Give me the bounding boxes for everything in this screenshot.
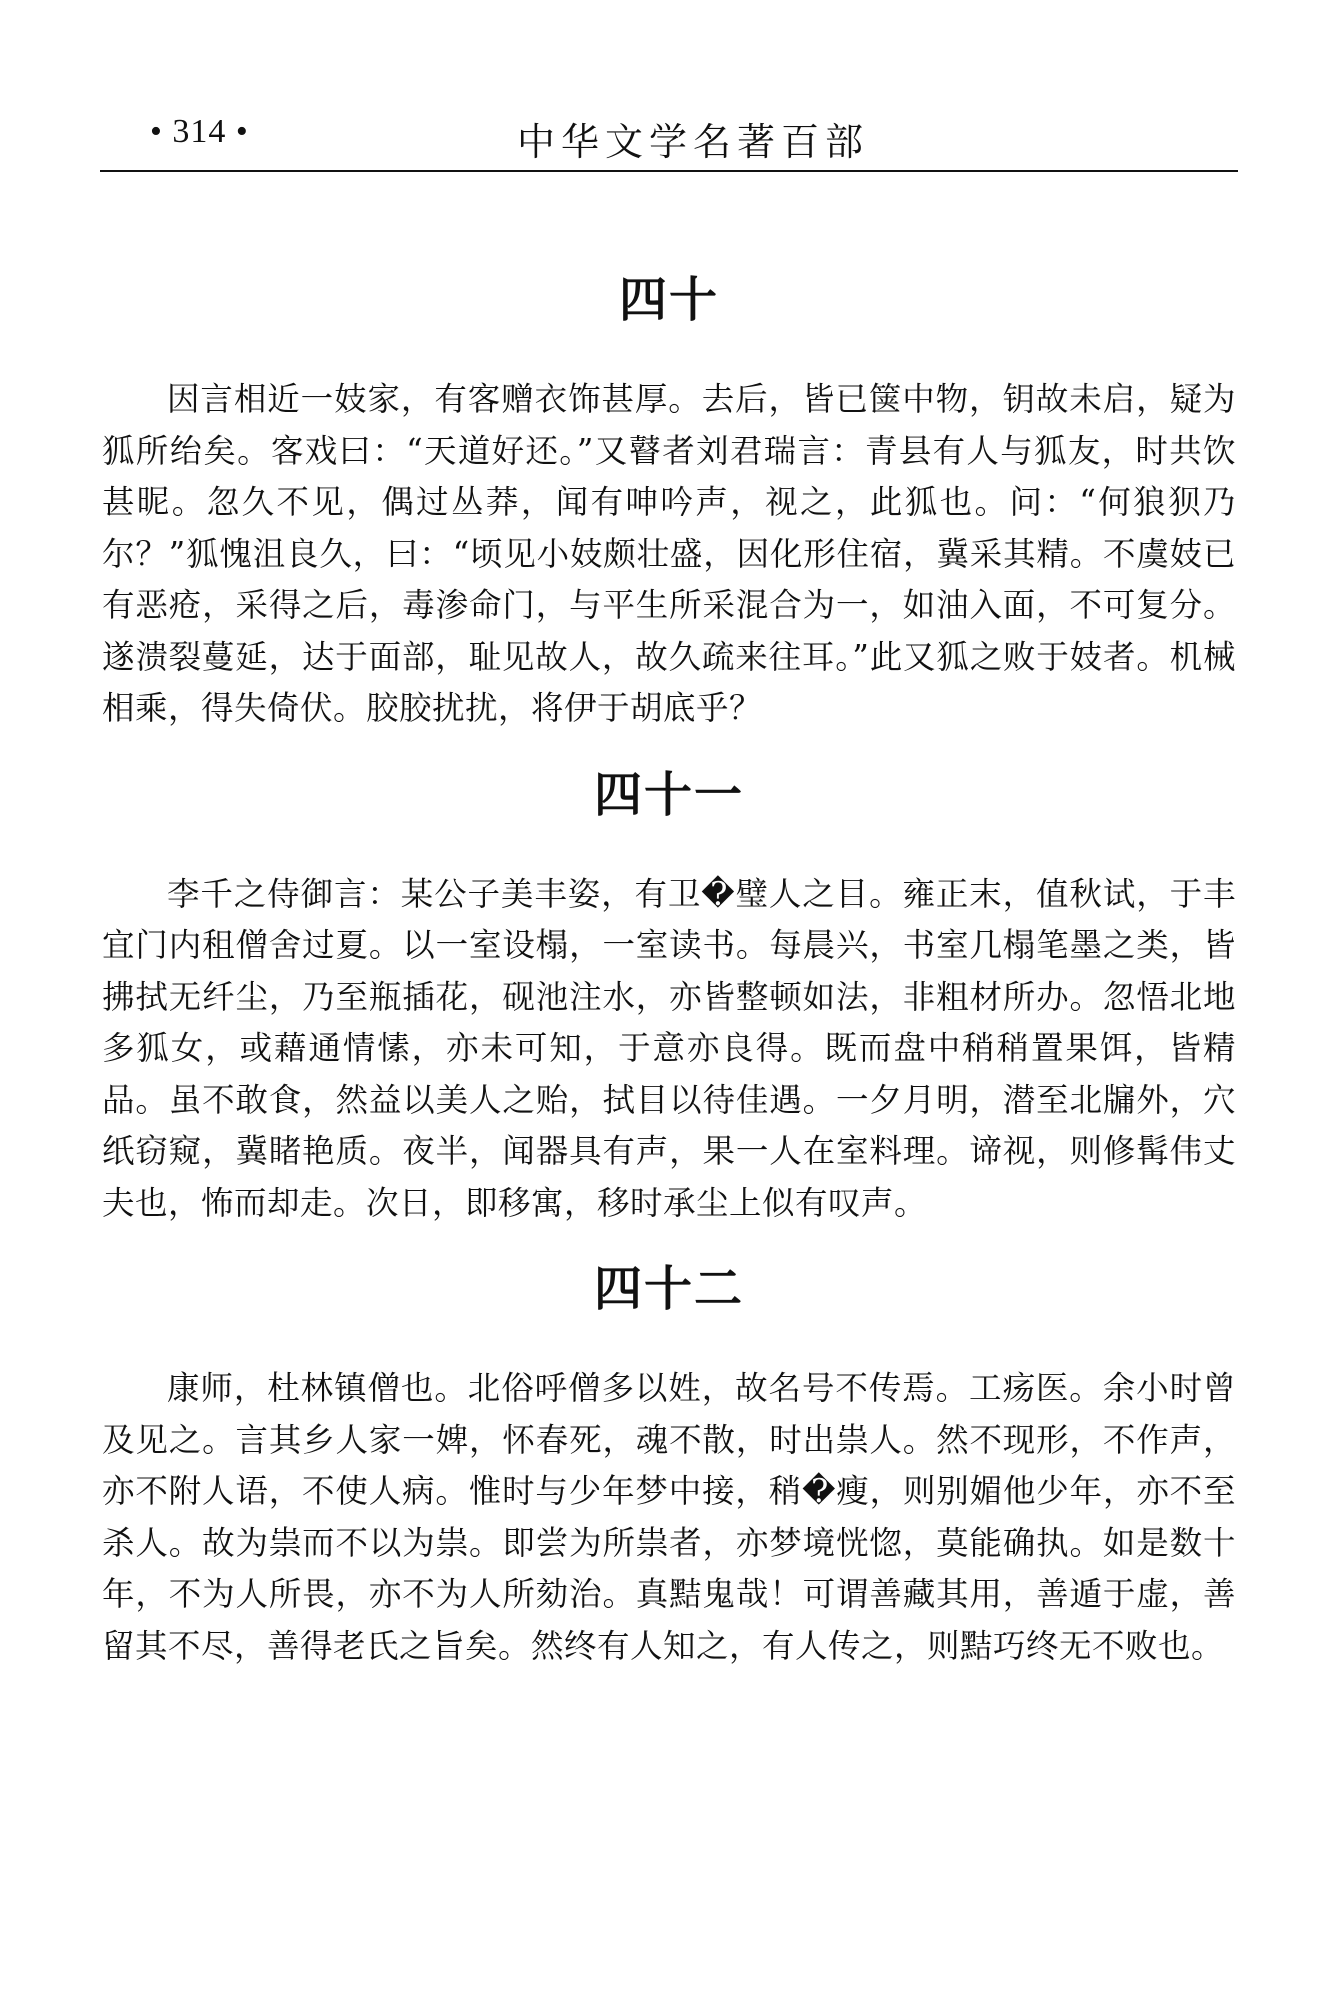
- page-number: • 314 •: [150, 113, 249, 150]
- section-title: 四十一: [593, 766, 744, 823]
- section-41: [102, 765, 1236, 1230]
- section-body: 李千之侍御言：某公子美丰姿，有卫�璧人之目。雍正末，值秋试，于丰宜门内租僧舍过夏。以一室设榻，一室读书。每晨兴，书室几榻笔墨之类，皆拂拭无纤尘，乃至瓶插花，砚池注水，亦皆整顿如法，非粗材所办。忽悟北地多狐女，或藉通情愫，亦未可知，于意亦良得。既而盘中稍稍置果饵，皆精品。虽不敢食，然益以美人之贻，拭目以待佳遇。一夕月明，潜至北牖外，穴纸窃窥，冀睹艳质。夜半，闻器具有声，果一人在室料理。谛视，则修髯伟丈夫也，怖而却走。次日，即移寓，移时承尘上似有叹声。: [102, 874, 1236, 1222]
- page-header: [100, 105, 1238, 165]
- page-content: [102, 270, 1236, 1672]
- section-40: [102, 270, 1236, 735]
- section-body: 康师，杜林镇僧也。北俗呼僧多以姓，故名号不传焉。工疡医。余小时曾及见之。言其乡人家一婢，怀春死，魂不散，时出祟人。然不现形，不作声，亦不附人语，不使人病。惟时与少年梦中接，稍�瘦，则别媚他少年，亦不至杀人。故为祟而不以为祟。即尝为所祟者，亦梦境恍惚，莫能确执。如是数十年，不为人所畏，亦不为人所劾治。真黠鬼哉！可谓善藏其用，善遁于虚，善留其不尽，善得老氏之旨矣。然终有人知之，有人传之，则黠巧终无不败也。: [102, 1369, 1236, 1665]
- section-42: [102, 1259, 1236, 1672]
- section-body: 因言相近一妓家，有客赠衣饰甚厚。去后，皆已箧中物，钥故未启，疑为狐所绐矣。客戏曰：“天道好还。”又瞽者刘君瑞言：青县有人与狐友，时共饮甚昵。忽久不见，偶过丛莽，闻有呻吟声，视之，此狐也。问：“何狼狈乃尔？”狐愧沮良久，曰：“顷见小妓颇壮盛，因化形住宿，冀采其精。不虞妓已有恶疮，采得之后，毒渗命门，与平生所采混合为一，如油入面，不可复分。遂溃裂蔓延，达于面部，耻见故人，故久疏来往耳。”此又狐之败于妓者。机械相乘，得失倚伏。胶胶扰扰，将伊于胡底乎？: [102, 380, 1236, 727]
- header-divider: [100, 170, 1238, 172]
- section-title: 四十二: [593, 1261, 744, 1317]
- running-title: 中华文学名著百部: [517, 120, 870, 164]
- section-title: 四十: [618, 272, 719, 328]
